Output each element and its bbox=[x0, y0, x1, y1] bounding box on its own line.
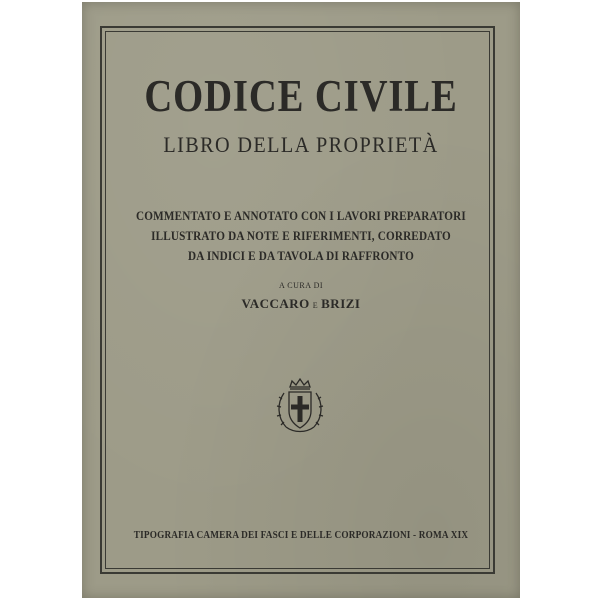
edited-by-label: A CURA DI bbox=[278, 281, 324, 290]
book-title: CODICE CIVILE bbox=[144, 71, 458, 121]
author-vaccaro: VACCARO bbox=[241, 296, 310, 311]
publisher-line: TIPOGRAFIA CAMERA DEI FASCI E DELLE CORPORAZIONI - ROMA XIX bbox=[133, 530, 469, 541]
author-conjunction: E bbox=[312, 301, 319, 310]
book-cover bbox=[82, 2, 520, 598]
description-line-2: ILLUSTRATO DA NOTE E RIFERIMENTI, CORREDATO bbox=[151, 228, 451, 243]
description-line-1: COMMENTATO E ANNOTATO CON I LAVORI PREPARATORI bbox=[136, 208, 466, 223]
authors bbox=[82, 296, 520, 312]
description-line-3: DA INDICI E DA TAVOLA DI RAFFRONTO bbox=[188, 248, 414, 263]
book-subtitle: LIBRO DELLA PROPRIETÀ bbox=[163, 132, 439, 157]
author-brizi: BRIZI bbox=[321, 296, 361, 311]
coat-of-arms-icon bbox=[274, 377, 326, 435]
